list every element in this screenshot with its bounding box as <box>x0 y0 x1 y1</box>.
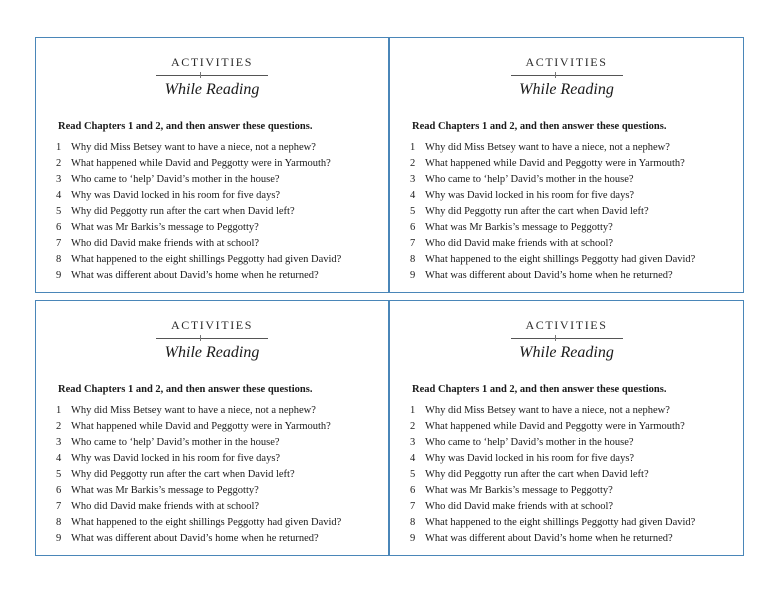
question-text: What was different about David’s home when he returned? <box>425 270 673 281</box>
question-number: 9 <box>410 270 416 281</box>
question-number: 7 <box>410 238 416 249</box>
instruction-text: Read Chapters 1 and 2, and then answer these questions. <box>412 384 667 395</box>
question-number: 4 <box>410 190 416 201</box>
question-item <box>410 483 739 499</box>
question-list <box>56 403 384 547</box>
question-number: 9 <box>56 270 62 281</box>
question-text: Who came to ‘help’ David’s mother in the house? <box>425 174 634 185</box>
question-number: 2 <box>56 158 62 169</box>
question-text: What happened to the eight shillings Peggotty had given David? <box>71 517 342 528</box>
question-number: 3 <box>56 174 62 185</box>
activity-card <box>389 37 744 293</box>
activity-card <box>35 300 389 556</box>
question-text: What happened while David and Peggotty were in Yarmouth? <box>71 421 331 432</box>
question-item <box>410 204 739 220</box>
question-item <box>56 403 384 419</box>
question-item <box>410 467 739 483</box>
question-number: 5 <box>56 206 62 217</box>
question-item <box>56 531 384 547</box>
question-text: What was Mr Barkis’s message to Peggotty? <box>425 485 613 496</box>
activity-card <box>35 37 389 293</box>
question-text: What was Mr Barkis’s message to Peggotty? <box>71 485 259 496</box>
question-number: 5 <box>56 469 62 480</box>
question-text: Who did David make friends with at school? <box>425 238 614 249</box>
question-text: What was different about David’s home when he returned? <box>71 533 319 544</box>
question-item <box>410 188 739 204</box>
question-item <box>410 252 739 268</box>
question-text: What happened to the eight shillings Peggotty had given David? <box>425 517 696 528</box>
question-item <box>56 419 384 435</box>
question-item <box>410 403 739 419</box>
question-number: 1 <box>56 142 62 153</box>
question-number: 6 <box>56 222 62 233</box>
question-item <box>56 499 384 515</box>
question-text: What happened while David and Peggotty were in Yarmouth? <box>71 158 331 169</box>
question-item <box>56 483 384 499</box>
question-item <box>410 515 739 531</box>
question-text: Why was David locked in his room for five days? <box>425 453 635 464</box>
question-item <box>410 172 739 188</box>
question-item <box>410 140 739 156</box>
question-text: Who did David make friends with at school? <box>71 238 260 249</box>
question-number: 1 <box>410 405 416 416</box>
question-item <box>410 419 739 435</box>
question-item <box>56 252 384 268</box>
question-number: 4 <box>56 190 62 201</box>
question-text: What was Mr Barkis’s message to Peggotty? <box>425 222 613 233</box>
question-text: What was different about David’s home when he returned? <box>71 270 319 281</box>
question-item <box>56 515 384 531</box>
question-number: 8 <box>56 254 62 265</box>
question-item <box>410 499 739 515</box>
question-item <box>56 204 384 220</box>
question-item <box>56 451 384 467</box>
section-subtitle: While Reading <box>164 344 260 361</box>
instruction-text: Read Chapters 1 and 2, and then answer these questions. <box>58 384 313 395</box>
divider-ornament <box>555 72 556 78</box>
activities-heading: ACTIVITIES <box>171 55 253 69</box>
activity-card <box>389 300 744 556</box>
question-number: 7 <box>56 238 62 249</box>
divider <box>156 75 268 76</box>
question-item <box>56 268 384 284</box>
question-item <box>56 188 384 204</box>
question-text: What was different about David’s home when he returned? <box>425 533 673 544</box>
question-text: Why was David locked in his room for five days? <box>71 453 281 464</box>
section-subtitle: While Reading <box>164 81 260 98</box>
question-item <box>56 140 384 156</box>
question-item <box>410 451 739 467</box>
question-text: Who did David make friends with at school? <box>425 501 614 512</box>
question-item <box>410 531 739 547</box>
instruction-text: Read Chapters 1 and 2, and then answer these questions. <box>412 121 667 132</box>
question-text: Why did Miss Betsey want to have a niece, not a nephew? <box>425 405 670 416</box>
question-item <box>56 156 384 172</box>
question-number: 5 <box>410 469 416 480</box>
question-text: Why did Peggotty run after the cart when David left? <box>71 206 295 217</box>
question-text: Why did Peggotty run after the cart when David left? <box>425 469 649 480</box>
question-number: 7 <box>56 501 62 512</box>
question-item <box>410 435 739 451</box>
question-item <box>56 236 384 252</box>
question-number: 6 <box>56 485 62 496</box>
question-number: 8 <box>410 254 416 265</box>
question-text: Who did David make friends with at school? <box>71 501 260 512</box>
question-text: Why did Peggotty run after the cart when David left? <box>425 206 649 217</box>
divider-ornament <box>200 335 201 341</box>
question-text: Why did Miss Betsey want to have a niece, not a nephew? <box>71 142 316 153</box>
activities-heading: ACTIVITIES <box>171 318 253 332</box>
question-number: 6 <box>410 222 416 233</box>
question-item <box>56 467 384 483</box>
question-text: What happened while David and Peggotty were in Yarmouth? <box>425 421 685 432</box>
question-number: 3 <box>56 437 62 448</box>
question-text: Why did Peggotty run after the cart when David left? <box>71 469 295 480</box>
question-number: 2 <box>56 421 62 432</box>
question-item <box>56 220 384 236</box>
activities-heading: ACTIVITIES <box>525 318 608 332</box>
question-item <box>410 156 739 172</box>
question-list <box>410 140 739 284</box>
instruction-text: Read Chapters 1 and 2, and then answer these questions. <box>58 121 313 132</box>
divider <box>511 75 623 76</box>
question-text: Who came to ‘help’ David’s mother in the house? <box>71 437 280 448</box>
question-number: 8 <box>56 517 62 528</box>
question-item <box>410 220 739 236</box>
question-text: Who came to ‘help’ David’s mother in the house? <box>71 174 280 185</box>
question-number: 4 <box>56 453 62 464</box>
question-item <box>410 236 739 252</box>
question-list <box>410 403 739 547</box>
question-text: Why was David locked in his room for five days? <box>71 190 281 201</box>
question-number: 7 <box>410 501 416 512</box>
section-subtitle: While Reading <box>519 81 614 98</box>
question-number: 8 <box>410 517 416 528</box>
divider-ornament <box>555 335 556 341</box>
question-number: 5 <box>410 206 416 217</box>
question-list <box>56 140 384 284</box>
question-number: 3 <box>410 174 416 185</box>
question-number: 6 <box>410 485 416 496</box>
question-text: Why was David locked in his room for five days? <box>425 190 635 201</box>
question-text: What was Mr Barkis’s message to Peggotty? <box>71 222 259 233</box>
question-number: 1 <box>56 405 62 416</box>
divider-ornament <box>200 72 201 78</box>
question-text: Why did Miss Betsey want to have a niece, not a nephew? <box>71 405 316 416</box>
question-text: What happened while David and Peggotty were in Yarmouth? <box>425 158 685 169</box>
question-text: What happened to the eight shillings Peggotty had given David? <box>425 254 696 265</box>
divider <box>511 338 623 339</box>
question-item <box>410 268 739 284</box>
activities-heading: ACTIVITIES <box>525 55 608 69</box>
question-number: 2 <box>410 421 416 432</box>
question-text: What happened to the eight shillings Peggotty had given David? <box>71 254 342 265</box>
question-item <box>56 435 384 451</box>
question-number: 9 <box>410 533 416 544</box>
question-number: 4 <box>410 453 416 464</box>
question-text: Why did Miss Betsey want to have a niece, not a nephew? <box>425 142 670 153</box>
question-number: 9 <box>56 533 62 544</box>
question-item <box>56 172 384 188</box>
section-subtitle: While Reading <box>519 344 614 361</box>
question-text: Who came to ‘help’ David’s mother in the house? <box>425 437 634 448</box>
divider <box>156 338 268 339</box>
question-number: 1 <box>410 142 416 153</box>
question-number: 2 <box>410 158 416 169</box>
question-number: 3 <box>410 437 416 448</box>
